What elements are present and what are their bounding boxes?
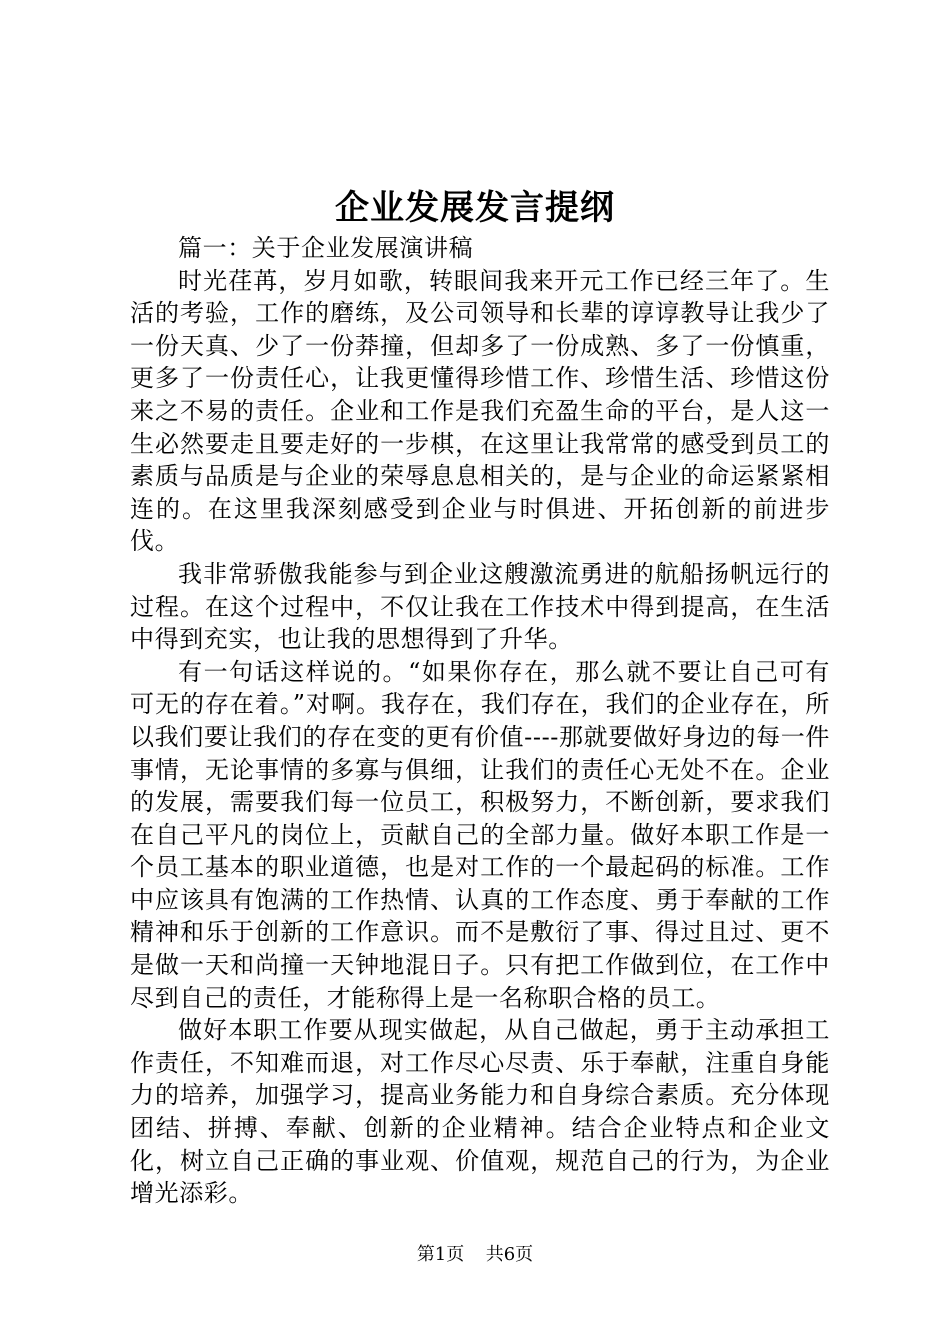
section-heading: 篇一：关于企业发展演讲稿 (178, 234, 474, 262)
paragraph: 做好本职工作要从现实做起，从自己做起，勇于主动承担工作责任，不知难而退，对工作尽心尽责、乐于奉献，注重自身能力的培养，加强学习，提高业务能力和自身综合素质。充分体现团结、拼搏、奉献、创新的企业精神。结合企业特点和企业文化，树立自己正确的事业观、价值观，规范自己的行为，为企业增光添彩。 (130, 1016, 830, 1208)
paragraph: 我非常骄傲我能参与到企业这艘激流勇进的航船扬帆远行的过程。在这个过程中，不仅让我在工作技术中得到提高，在生活中得到充实，也让我的思想得到了升华。 (130, 559, 830, 654)
page-number: 第1页 (416, 1244, 465, 1265)
document-body (130, 232, 830, 1210)
document-title: 企业发展发言提纲 (335, 188, 615, 228)
paragraph: 时光荏苒，岁月如歌，转眼间我来开元工作已经三年了。生活的考验，工作的磨练，及公司领导和长辈的谆谆教导让我少了一份天真、少了一份莽撞，但却多了一份成熟、多了一份慎重，更多了一份责任心，让我更懂得珍惜工作、珍惜生活、珍惜这份来之不易的责任。企业和工作是我们充盈生命的平台，是人这一生必然要走且要走好的一步棋，在这里让我常常的感受到员工的素质与品质是与企业的荣辱息息相关的，是与企业的命运紧紧相连的。在这里我深刻感受到企业与时俱进、开拓创新的前进步伐。 (130, 266, 830, 556)
page-total: 共6页 (485, 1244, 534, 1265)
paragraph: 有一句话这样说的。“如果你存在，那么就不要让自己可有可无的存在着。”对啊。我存在，我们存在，我们的企业存在，所以我们要让我们的存在变的更有价值----那就要做好身边的每一件事情，无论事情的多寡与俱细，让我们的责任心无处不在。企业的发展，需要我们每一位员工，积极努力，不断创新，要求我们在自己平凡的岗位上，贡献自己的全部力量。做好本职工作是一个员工基本的职业道德，也是对工作的一个最起码的标准。工作中应该具有饱满的工作热情、认真的工作态度、勇于奉献的工作精神和乐于创新的工作意识。而不是敷衍了事、得过且过、更不是做一天和尚撞一天钟地混日子。只有把工作做到位，在工作中尽到自己的责任，才能称得上是一名称职合格的员工。 (130, 657, 830, 1012)
page-footer (0, 1243, 950, 1267)
